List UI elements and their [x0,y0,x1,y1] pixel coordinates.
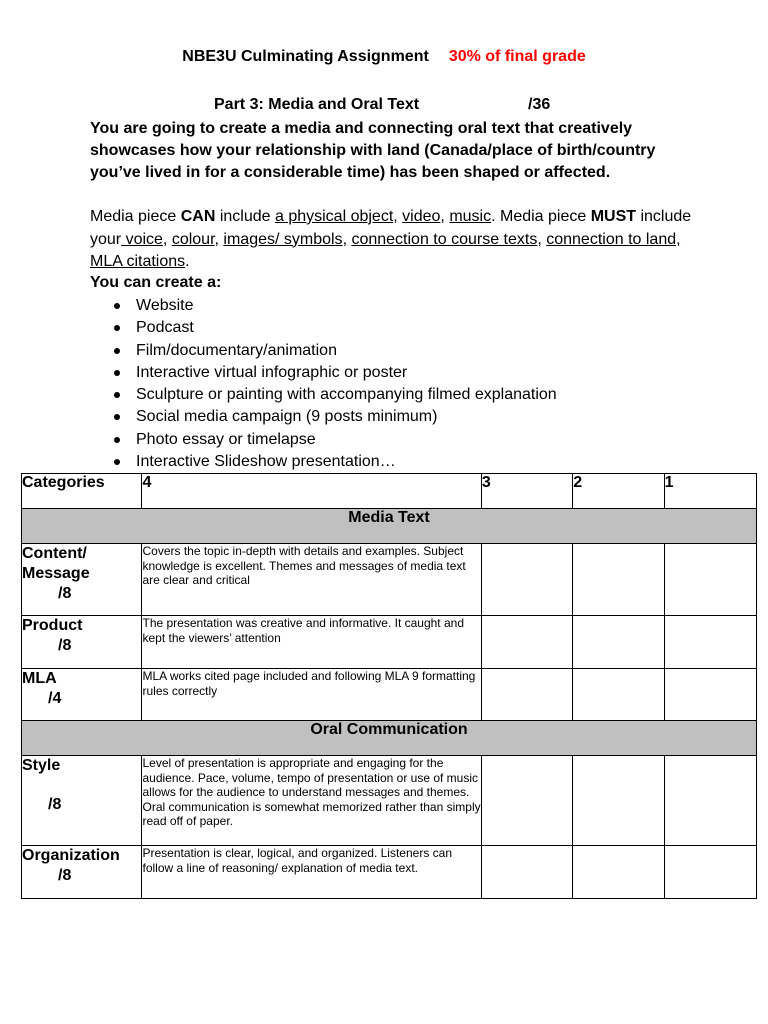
section-title-oral-communication: Oral Communication [22,721,757,756]
level-3-cell [481,669,572,721]
level-3-cell [481,544,572,616]
level-4-description: The presentation was creative and informative. It caught and kept the viewers’ attention [142,616,481,669]
part-score: /36 [528,96,551,113]
category-name: Content/ Message [22,545,90,582]
underlined-term: images/ symbols [223,230,343,248]
level-4-description: MLA works cited page included and following MLA 9 formatting rules correctly [142,669,481,721]
underlined-term: connection to land, [546,230,681,248]
level-4-description: Level of presentation is appropriate and engaging for the audience. Pace, volume, tempo of presentation or use of music allows for the audience to understand messages and themes. Oral communication is somewhat memorized rather than simply read off of paper. [142,756,481,846]
table-row [22,846,757,899]
text-run: . Media piece [491,208,591,225]
category-points: /4 [48,690,62,707]
level-2-cell [573,544,664,616]
emphasis-must: MUST [590,208,637,225]
level-4-description: Covers the topic in-depth with details and examples. Subject knowledge is excellent. Themes and messages of media text are clear and critical [142,544,481,616]
media-requirements [90,206,710,274]
underlined-term: a physical object [274,208,394,225]
grade-weight-note: 30% of final grade [448,48,586,65]
part-title: Part 3: Media and Oral Text [214,96,420,113]
text-run: , [440,208,450,225]
category-name: Organization [22,847,120,864]
table-row [22,756,757,846]
category-cell [22,846,142,899]
text-run: , [537,230,547,248]
rubric-header-row [22,474,757,509]
table-row [22,544,757,616]
category-name: Product [22,617,83,634]
level-1-cell [664,669,756,721]
underlined-term: MLA citations [90,253,186,270]
category-points: /8 [58,867,72,884]
underlined-term: colour [171,230,215,248]
rubric-table [21,473,757,899]
underlined-term: music [449,208,492,225]
level-2-cell [573,846,664,899]
level-4-description: Presentation is clear, logical, and organized. Listeners can follow a line of reasoning/ explanation of media text. [142,846,481,899]
level-3-cell [481,846,572,899]
category-points: /8 [58,585,72,602]
level-1-cell [664,846,756,899]
part-heading [214,96,551,114]
list-item: Film/documentary/animation [112,340,557,362]
underlined-term: connection to course texts [351,230,538,248]
category-cell [22,669,142,721]
level-1-cell [664,616,756,669]
options-list [112,295,557,473]
list-item: Photo essay or timelapse [112,429,557,451]
header-categories: Categories [22,474,142,509]
level-3-cell [481,616,572,669]
category-points: /8 [58,637,72,654]
list-item: Website [112,295,557,317]
options-heading: You can create a: [90,274,222,291]
text-run: include [215,208,275,225]
category-cell [22,544,142,616]
text-run: include your [90,208,692,248]
header-level-3: 3 [481,474,572,509]
assignment-intro: You are going to create a media and connecting oral text that creatively showcases how your relationship with land (Canada/place of birth/country you’ve lived in for a considerable time) has been shaped or affected. [90,120,656,181]
header-level-4: 4 [142,474,481,509]
header-level-1: 1 [664,474,756,509]
assignment-title: NBE3U Culminating Assignment [182,48,429,65]
text-run: , [214,230,224,248]
list-item: Podcast [112,317,557,339]
table-row [22,669,757,721]
list-item: Social media campaign (9 posts minimum) [112,406,557,428]
emphasis-can: CAN [180,208,216,225]
underlined-term: voice [121,230,163,248]
level-2-cell [573,616,664,669]
text-run: , [393,208,403,225]
underlined-term: video [402,208,441,225]
section-row [22,721,757,756]
category-cell [22,756,142,846]
text-run: , [342,230,352,248]
list-item: Interactive Slideshow presentation… [112,451,557,473]
list-item: Interactive virtual infographic or poster [112,362,557,384]
text-run: . [185,253,190,270]
list-item: Sculpture or painting with accompanying filmed explanation [112,384,557,406]
table-row [22,616,757,669]
section-title-media-text: Media Text [22,509,757,544]
level-1-cell [664,544,756,616]
header-level-2: 2 [573,474,664,509]
text-run: , [162,230,172,248]
category-name: Style [22,757,61,774]
text-run: Media piece [90,208,181,225]
assignment-title-line [0,48,768,66]
level-2-cell [573,669,664,721]
level-3-cell [481,756,572,846]
level-2-cell [573,756,664,846]
category-cell [22,616,142,669]
section-row [22,509,757,544]
category-points: /8 [48,796,62,813]
category-name: MLA [22,670,57,687]
level-1-cell [664,756,756,846]
